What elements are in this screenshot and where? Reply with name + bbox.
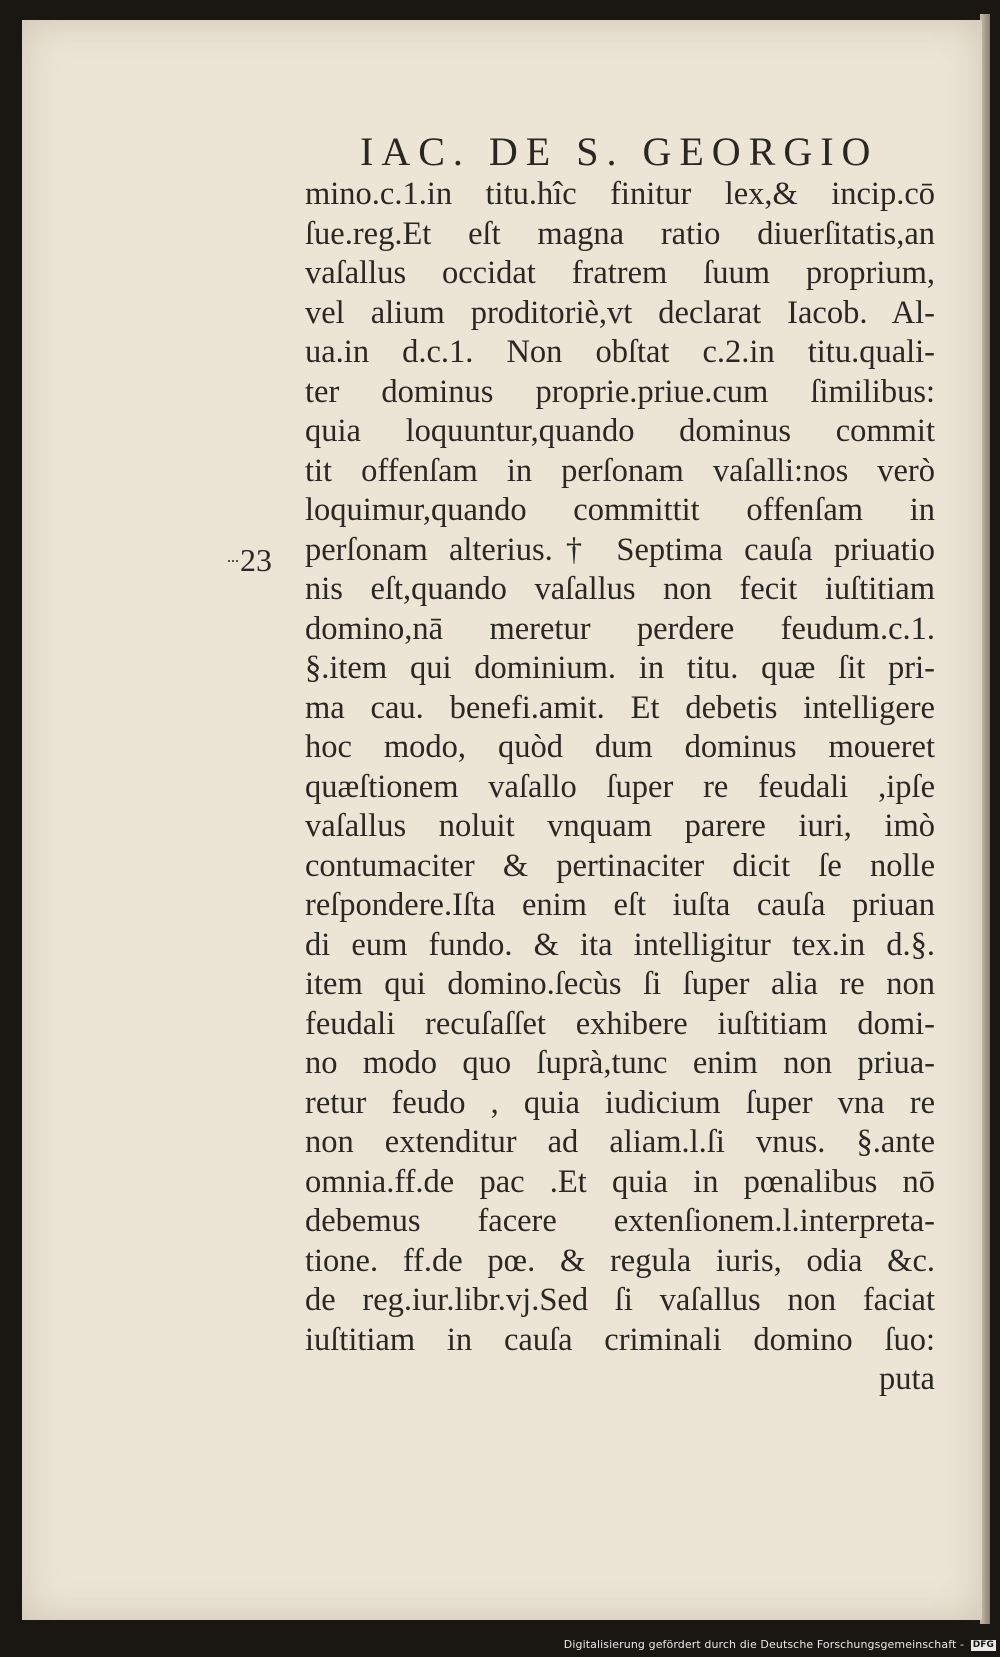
text-line: ua.in d.c.1. Non obſtat c.2.in titu.quali-: [305, 334, 935, 370]
text-line: nis eſt,quando vaſallus non fecit iuſtitiam: [305, 571, 935, 607]
text-line: item qui domino.ſecùs ſi ſuper alia re non: [305, 966, 935, 1002]
digitization-credit: [564, 1638, 996, 1651]
text-line: de reg.iur.libr.vj.Sed ſi vaſallus non faciat: [305, 1282, 935, 1318]
dfg-logo-icon: DFG: [972, 1639, 994, 1650]
text-line: loquimur,quando committit offenſam in: [305, 492, 935, 528]
text-line: no modo quo ſuprà,tunc enim non priua-: [305, 1045, 935, 1081]
text-line: iuſtitiam in cauſa criminali domino ſuo:: [305, 1321, 935, 1358]
text-line: non extenditur ad aliam.l.ſi vnus. §.ante: [305, 1124, 935, 1160]
text-line: debemus facere extenſionem.l.interpreta-: [305, 1203, 935, 1239]
body-text: [305, 175, 935, 1400]
text-line: perſonam alterius.† Septima cauſa priuatio: [305, 531, 935, 568]
text-line: §.item qui dominium. in titu. quæ ſit pri-: [305, 650, 935, 686]
text-line: reſpondere.Iſta enim eſt iuſta cauſa priuan: [305, 887, 935, 923]
text-line: quæſtionem vaſallo ſuper re feudali ,ipſe: [305, 768, 935, 805]
text-line: omnia.ff.de pac .Et quia in pœnalibus nō: [305, 1163, 935, 1200]
text-line: vaſallus noluit vnquam parere iuri, imò: [305, 808, 935, 844]
text-line: tione. ff.de pœ. & regula iuris, odia &c.: [305, 1242, 935, 1279]
credit-text: Digitalisierung gefördert durch die Deutsche Forschungsgemeinschaft -: [563, 1638, 965, 1651]
text-line: hoc modo, quòd dum dominus moueret: [305, 729, 935, 765]
text-line: di eum fundo. & ita intelligitur tex.in d.§.: [305, 926, 935, 963]
text-line: ma cau. benefi.amit. Et debetis intelligere: [305, 689, 935, 726]
running-head: IAC. DE S. GEORGIO: [360, 129, 879, 174]
margin-number: 23: [240, 542, 272, 578]
text-line: tit offenſam in perſonam vaſalli:nos verò: [305, 452, 935, 489]
text-line: feudali recuſaſſet exhibere iuſtitiam domi-: [305, 1005, 935, 1042]
text-line: retur feudo , quia iudicium ſuper vna re: [305, 1084, 935, 1121]
text-line: quia loquuntur,quando dominus commit: [305, 413, 935, 449]
margin-dots: [228, 560, 238, 566]
text-line: ſue.reg.Et eſt magna ratio diuerſitatis,an: [305, 215, 935, 252]
text-line: contumaciter & pertinaciter dicit ſe nolle: [305, 847, 935, 884]
text-line: vaſallus occidat fratrem ſuum proprium,: [305, 255, 935, 291]
text-line: domino,nā meretur perdere feudum.c.1.: [305, 610, 935, 647]
text-line: vel alium proditoriè,vt declarat Iacob. Al-: [305, 294, 935, 331]
catchword: puta: [879, 1361, 935, 1397]
text-line: ter dominus proprie.priue.cum ſimilibus:: [305, 373, 935, 410]
text-line: mino.c.1.in titu.hîc finitur lex,& incip.cō: [305, 176, 935, 212]
